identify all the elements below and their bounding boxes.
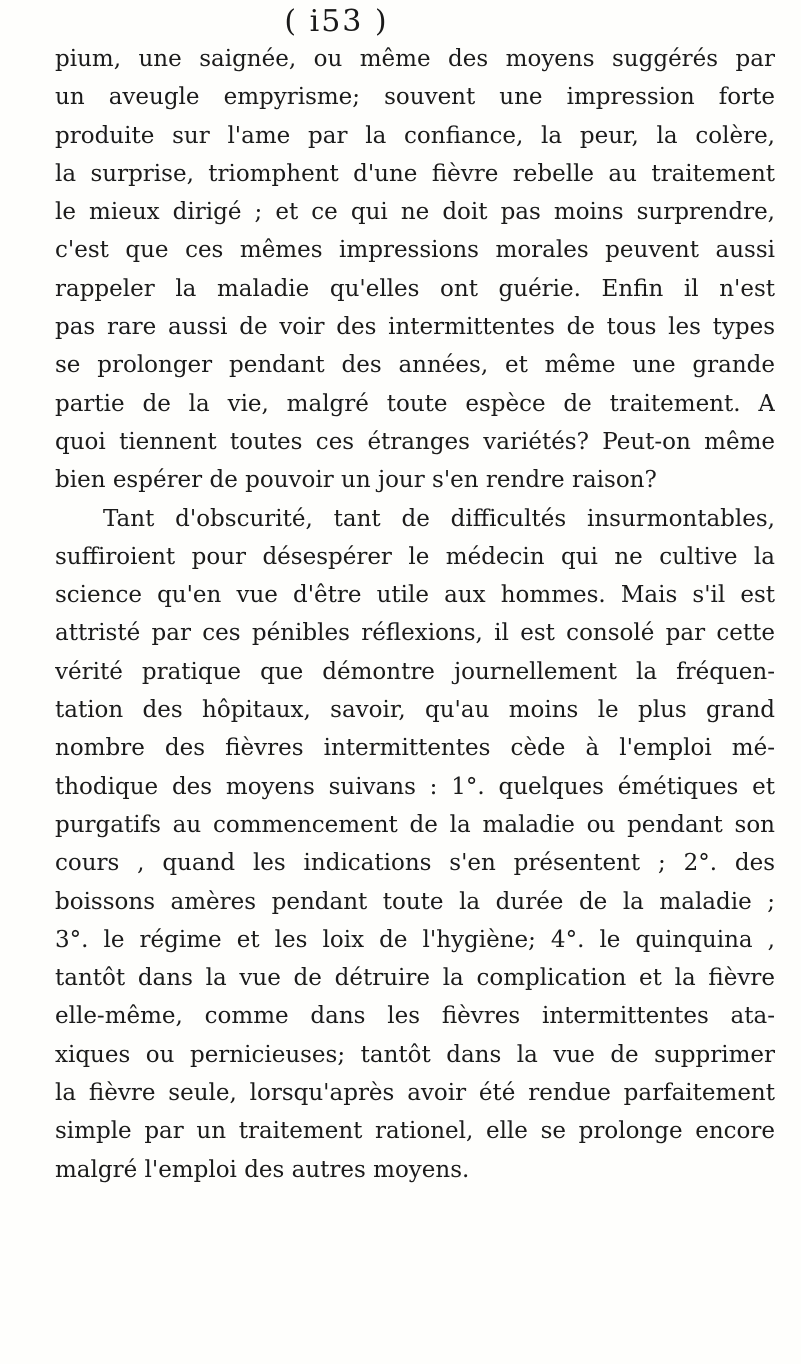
text-line: pas rare aussi de voir des intermittentes de tous les types [55,314,775,341]
text-line: malgré l'emploi des autres moyens. [55,1156,470,1183]
text-line: un aveugle empyrisme; souvent une impression forte [55,84,775,111]
text-line: science qu'en vue d'être utile aux hommes. Mais s'il est [55,582,775,609]
text-line: suffiroient pour désespérer le médecin qui ne cultive la [55,543,775,570]
text-line: cours , quand les indications s'en présentent ; 2°. des [55,850,775,877]
text-line: attristé par ces pénibles réflexions, il est consolé par cette [55,620,775,647]
text-line: 3°. le régime et les loix de l'hygiène; 4°. le quinquina , [55,926,775,953]
text-line: xiques ou pernicieuses; tantôt dans la vue de supprimer [55,1041,775,1068]
text-line: tation des hôpitaux, savoir, qu'au moins le plus grand [55,697,775,724]
text-line: le mieux dirigé ; et ce qui ne doit pas moins surprendre, [55,199,775,226]
text-line: boissons amères pendant toute la durée de la maladie ; [55,888,775,915]
text-line: simple par un traitement rationel, elle se prolonge encore [55,1118,775,1145]
text-line: se prolonger pendant des années, et même une grande [55,352,775,379]
text-line: rappeler la maladie qu'elles ont guérie. Enfin il n'est [55,275,775,302]
page-number: ( i53 ) [284,4,389,39]
text-line: thodique des moyens suivans : 1°. quelques émétiques et [55,773,775,800]
text-line: partie de la vie, malgré toute espèce de traitement. A [55,390,775,417]
text-line: bien espérer de pouvoir un jour s'en rendre raison? [55,467,657,494]
text-line: produite sur l'ame par la confiance, la peur, la colère, [55,122,775,149]
text-line: purgatifs au commencement de la maladie ou pendant son [55,811,775,838]
text-line: nombre des fièvres intermittentes cède à l'emploi mé- [55,735,775,762]
text-line: la fièvre seule, lorsqu'après avoir été rendue parfaitement [55,1080,775,1107]
body-text [55,40,775,1189]
text-line: vérité pratique que démontre journellement la fréquen- [55,658,775,685]
text-line: c'est que ces mêmes impressions morales peuvent aussi [55,237,775,264]
text-line: quoi tiennent toutes ces étranges variétés? Peut-on même [55,428,775,455]
text-line: Tant d'obscurité, tant de difficultés insurmontables, [103,505,775,532]
text-line: pium, une saignée, ou même des moyens suggérés par [55,46,775,72]
text-line: la surprise, triomphent d'une fièvre rebelle au traitement [55,160,775,187]
text-line: tantôt dans la vue de détruire la complication et la fièvre [55,965,775,992]
text-line: elle-même, comme dans les fièvres intermittentes ata- [55,1003,775,1030]
